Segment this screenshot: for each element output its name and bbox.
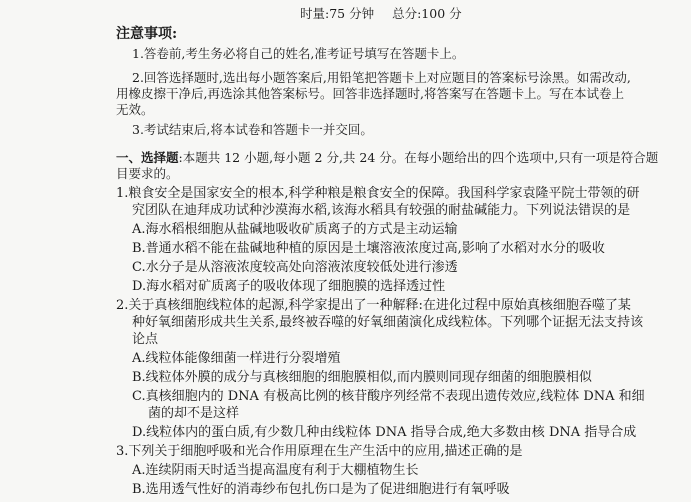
question-1-option-a: A.海水稻根细胞从盐碱地吸收矿质离子的方式是主动运输 xyxy=(132,222,458,237)
question-3-stem: 3.下列关于细胞呼吸和光合作用原理在生产生活中的应用,描述正确的是 xyxy=(116,444,523,459)
question-1-stem-line-2: 究团队在迪拜成功试种沙漠海水稻,该海水稻具有较强的耐盐碱能力。下列说法错误的是 xyxy=(132,203,631,218)
notice-item-2-line-1: 2.回答选择题时,选出每小题答案后,用铅笔把答题卡上对应题目的答案标号涂黑。如需改动, xyxy=(132,70,631,85)
exam-total-score: 总分:100 分 xyxy=(392,6,462,21)
notice-item-2-line-2: 用橡皮擦干净后,再选涂其他答案标号。回答非选择题时,将答案写在答题卡上。写在本试卷上 xyxy=(116,86,624,101)
question-3-option-b: B.选用透气性好的消毒纱布包扎伤口是为了促进细胞进行有氧呼吸 xyxy=(132,482,510,497)
section-1-title: 一、选择题 xyxy=(116,150,179,165)
question-1-option-d: D.海水稻对矿质离子的吸收体现了细胞膜的选择透过性 xyxy=(132,279,446,294)
question-2-option-c-line-1: C.真核细胞内的 DNA 有极高比例的核苷酸序列经常不表现出遗传效应,线粒体 DNA 和细 xyxy=(132,389,645,404)
exam-time: 时量:75 分钟 xyxy=(300,6,375,21)
question-2-stem-line-3: 论点 xyxy=(132,332,159,347)
notice-item-2-line-3: 无效。 xyxy=(116,102,154,117)
question-3-option-a: A.连续阴雨天时适当提高温度有利于大棚植物生长 xyxy=(132,463,419,478)
question-2-option-a: A.线粒体能像细菌一样进行分裂增殖 xyxy=(132,351,341,366)
question-2-option-b: B.线粒体外膜的成分与真核细胞的细胞膜相似,而内膜则同现存细菌的细胞膜相似 xyxy=(132,370,592,385)
notice-item-3: 3.考试结束后,将本试卷和答题卡一并交回。 xyxy=(132,122,373,137)
question-2-stem-line-2: 种好氧细菌形成共生关系,最终被吞噬的好氧细菌演化成线粒体。下列哪个证据无法支持该 xyxy=(132,315,644,330)
section-1-intro-line-2: 目要求的。 xyxy=(116,166,179,181)
notice-title: 注意事项: xyxy=(116,26,178,42)
question-2-option-d: D.线粒体内的蛋白质,有少数几种由线粒体 DNA 指导合成,绝大多数由核 DNA 指导合成 xyxy=(132,425,637,440)
section-1-intro xyxy=(116,150,658,166)
question-2-stem-line-1: 2.关于真核细胞线粒体的起源,科学家提出了一种解释:在进化过程中原始真核细胞吞噬了某 xyxy=(116,298,631,313)
notice-item-1: 1.答卷前,考生务必将自己的姓名,准考证号填写在答题卡上。 xyxy=(132,46,465,61)
question-1-stem-line-1: 1.粮食安全是国家安全的根本,科学种粮是粮食安全的保障。我国科学家袁隆平院士带领的研 xyxy=(116,186,640,201)
exam-time-score xyxy=(300,6,462,22)
question-2-option-c-line-2: 菌的却不是这样 xyxy=(148,406,240,421)
question-1-option-b: B.普通水稻不能在盐碱地种植的原因是土壤溶液浓度过高,影响了水稻对水分的吸收 xyxy=(132,241,605,256)
question-1-option-c: C.水分子是从溶液浓度较高处向溶液浓度较低处进行渗透 xyxy=(132,260,458,275)
section-1-intro-text: :本题共 12 小题,每小题 2 分,共 24 分。在每小题给出的四个选项中,只有一项是符合题 xyxy=(178,150,659,165)
